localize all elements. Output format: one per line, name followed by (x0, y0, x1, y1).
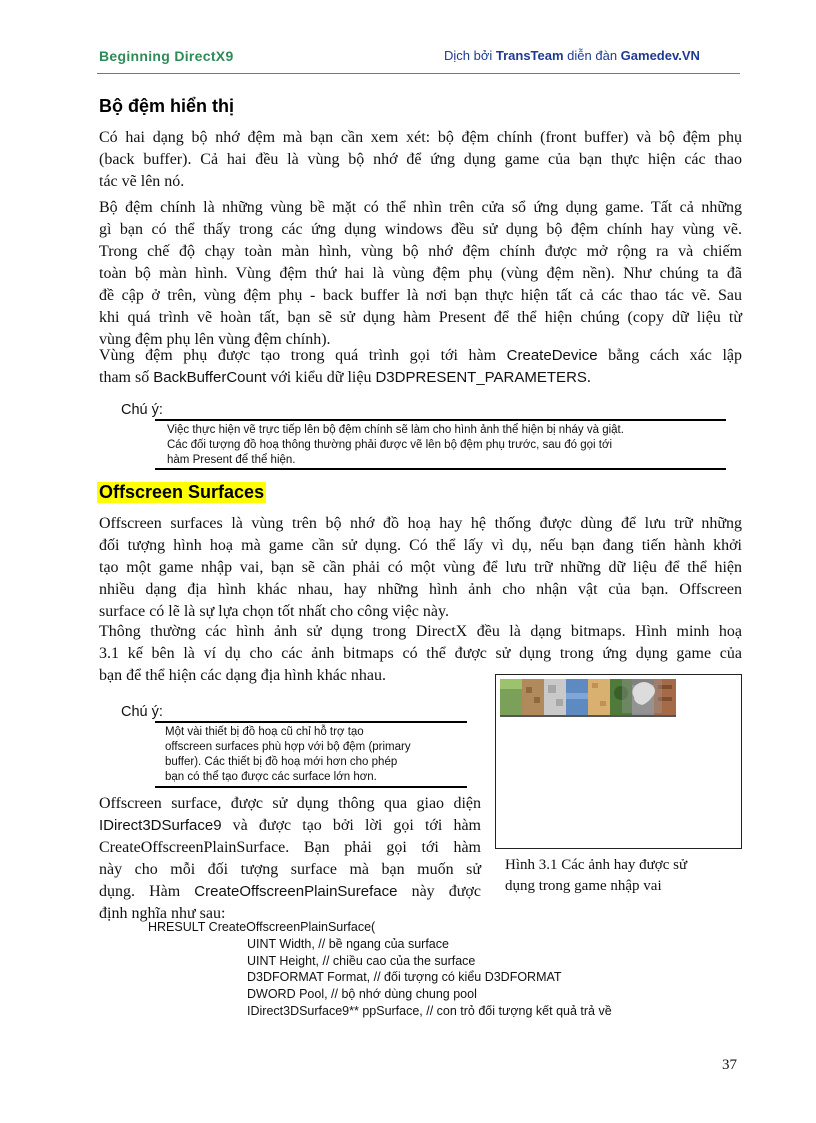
text-line: bạn để thể hiện các dạng địa hình khác nhau. (99, 667, 386, 684)
text-line: Offscreen surfaces là vùng trên bộ nhớ đồ hoạ hay hệ thống được dùng để lưu trữ những (99, 515, 742, 532)
text-run: với kiểu dữ liệu (266, 369, 376, 386)
text-line: toàn bộ màn hình. Vùng đệm thứ hai là vùng đệm phụ (vùng đệm nền). Như chúng ta đã (99, 265, 742, 282)
text-line: nhiều dạng địa hình khác nhau, hay những hình ảnh cho nhận vật của bạn. Offscreen (99, 581, 742, 598)
paragraph-front-buffer (99, 197, 742, 351)
inline-code-createoffscreenplainsureface: CreateOffscreenPlainSureface (194, 883, 398, 900)
code-line: IDirect3DSurface9** ppSurface, // con trỏ đối tượng kết quả trả về (247, 1003, 612, 1018)
note-line: bạn có thể tạo được các surface lớn hơn. (165, 771, 377, 783)
note-line: hàm Present để thể hiện. (167, 454, 296, 466)
text-line: (back buffer). Cả hai đều là vùng bộ nhớ để ứng dụng game của bạn thực hiện các thao (99, 151, 742, 168)
note-label: Chú ý: (121, 402, 163, 418)
note-body (167, 423, 727, 468)
text-line: đề cập ở trên, vùng đệm phụ - back buffer là nơi bạn thực hiện tất cả các thao tác vẽ. Sau (99, 287, 742, 304)
text-line: Bộ đệm chính là những vùng bề mặt có thể nhìn trên cửa sổ ứng dụng game. Tất cả những (99, 199, 742, 216)
text-run: này được (397, 883, 481, 900)
text-line: này cho mỗi đối tượng surface mà bạn muốn sử (99, 861, 481, 878)
text-run: dụng. Hàm (99, 883, 195, 900)
paragraph-offscreen-interface (99, 793, 481, 925)
note-body (165, 725, 465, 785)
credit-mid: diễn đàn (563, 48, 621, 63)
page-number: 37 (722, 1057, 737, 1073)
code-line: HRESULT CreateOffscreenPlainSurface( (148, 920, 376, 934)
paragraph-offscreen-intro (99, 513, 742, 623)
text-line: tác vẽ lên nó. (99, 173, 185, 190)
text-line (99, 815, 481, 837)
text-line: 3.1 kế bên là ví dụ cho các ảnh bitmaps có thể được sử dụng trong ứng dụng game của (99, 645, 742, 662)
inline-code-idirect3dsurface9: IDirect3DSurface9 (99, 817, 222, 834)
running-header-credit (444, 48, 700, 63)
note-top-rule (155, 419, 726, 421)
text-run: tham số (99, 369, 154, 386)
inline-code-d3dpresent-parameters: D3DPRESENT_PARAMETERS (375, 369, 587, 386)
note-line: offscreen surfaces phù hợp với bộ đệm (primary (165, 741, 411, 753)
inline-code-createdevice: CreateDevice (506, 347, 598, 364)
section-heading-display-buffer: Bộ đệm hiển thị (99, 96, 234, 116)
credit-prefix: Dịch bởi (444, 48, 496, 63)
text-line (99, 367, 742, 389)
paragraph-buffers-intro (99, 127, 742, 193)
running-header-title: Beginning DirectX9 (99, 48, 234, 64)
text-run: . (586, 369, 591, 386)
paragraph-back-buffer-creation (99, 345, 742, 389)
section-heading-offscreen-surfaces: Offscreen Surfaces (99, 482, 265, 502)
text-line: Trong chế độ chạy toàn màn hình, vùng bộ nhớ đệm chính được mở rộng ra và chiếm (99, 243, 742, 260)
text-run: bằng cách xác lập (597, 347, 743, 364)
note-label: Chú ý: (121, 704, 163, 720)
text-line: tạo một game nhập vai, bạn sẽ cần phải có một vùng để lưu trữ những dữ liệu để thể hiện (99, 559, 742, 576)
text-line: Thông thường các hình ảnh sử dụng trong DirectX đều là dạng bitmaps. Hình minh hoạ (99, 623, 742, 640)
code-block-function-signature (148, 919, 612, 1020)
caption-line: dụng trong game nhập vai (505, 878, 662, 894)
note-line: Một vài thiết bị đồ hoạ cũ chỉ hỗ trợ tạo (165, 726, 364, 738)
note-bottom-rule (155, 468, 726, 470)
text-line: Offscreen surface, được sử dụng thông qua giao diện (99, 795, 481, 812)
note-top-rule (155, 721, 467, 723)
text-line (99, 345, 742, 367)
text-line: gì bạn có thể thấy trong các ứng dụng windows đều sử dụng bộ đệm chính hay vùng vẽ. (99, 221, 742, 238)
note-line: Việc thực hiện vẽ trực tiếp lên bộ đệm chính sẽ làm cho hình ảnh thể hiện bị nháy và giật. (167, 424, 624, 436)
text-line: đối tượng hình hoạ mà game cần sử dụng. Có thể lấy vì dụ, nếu bạn đang tiến hành khởi (99, 537, 742, 554)
code-line: D3DFORMAT Format, // đối tượng có kiểu D3DFORMAT (247, 970, 562, 985)
text-line: CreateOffscreenPlainSurface. Bạn phải gọi tới hàm (99, 839, 481, 856)
text-run: và được tạo bởi lời gọi tới hàm (221, 817, 481, 834)
text-line: khi quá trình vẽ hoàn tất, bạn sẽ sử dụng hàm Present để thể hiện chúng (copy dữ liệu từ (99, 309, 742, 326)
figure-terrain-bitmaps (495, 674, 742, 849)
caption-line: Hình 3.1 Các ảnh hay được sử (505, 857, 688, 873)
credit-team: TransTeam (495, 48, 564, 63)
inline-code-backbuffercount: BackBufferCount (153, 369, 267, 386)
text-line: surface có lẽ là sự lựa chọn tốt nhất cho công việc này. (99, 603, 449, 620)
note-bottom-rule (155, 786, 467, 788)
note-line: Các đối tượng đồ hoạ thông thường phải được vẽ lên bộ đệm phụ trước, sau đó gọi tới (167, 439, 613, 451)
figure-caption (505, 855, 687, 897)
text-line: định nghĩa như sau: (99, 905, 226, 922)
text-line (99, 881, 481, 903)
code-line: UINT Width, // bề ngang của surface (247, 936, 449, 951)
text-run: Vùng đệm phụ được tạo trong quá trình gọi tới hàm (99, 347, 507, 364)
code-line: UINT Height, // chiều cao của the surface (247, 953, 476, 968)
credit-forum: Gamedev.VN (620, 48, 700, 63)
note-line: buffer). Các thiết bị đồ hoạ mới hơn cho phép (165, 756, 398, 768)
header-divider (97, 73, 740, 74)
code-line: DWORD Pool, // bộ nhớ dùng chung pool (247, 987, 477, 1002)
terrain-tiles-image (496, 675, 741, 848)
text-line: vùng đệm phụ lên vùng đệm chính). (99, 331, 331, 348)
text-line: Có hai dạng bộ nhớ đệm mà bạn cần xem xét: bộ đệm chính (front buffer) và bộ đệm phụ (99, 129, 742, 146)
